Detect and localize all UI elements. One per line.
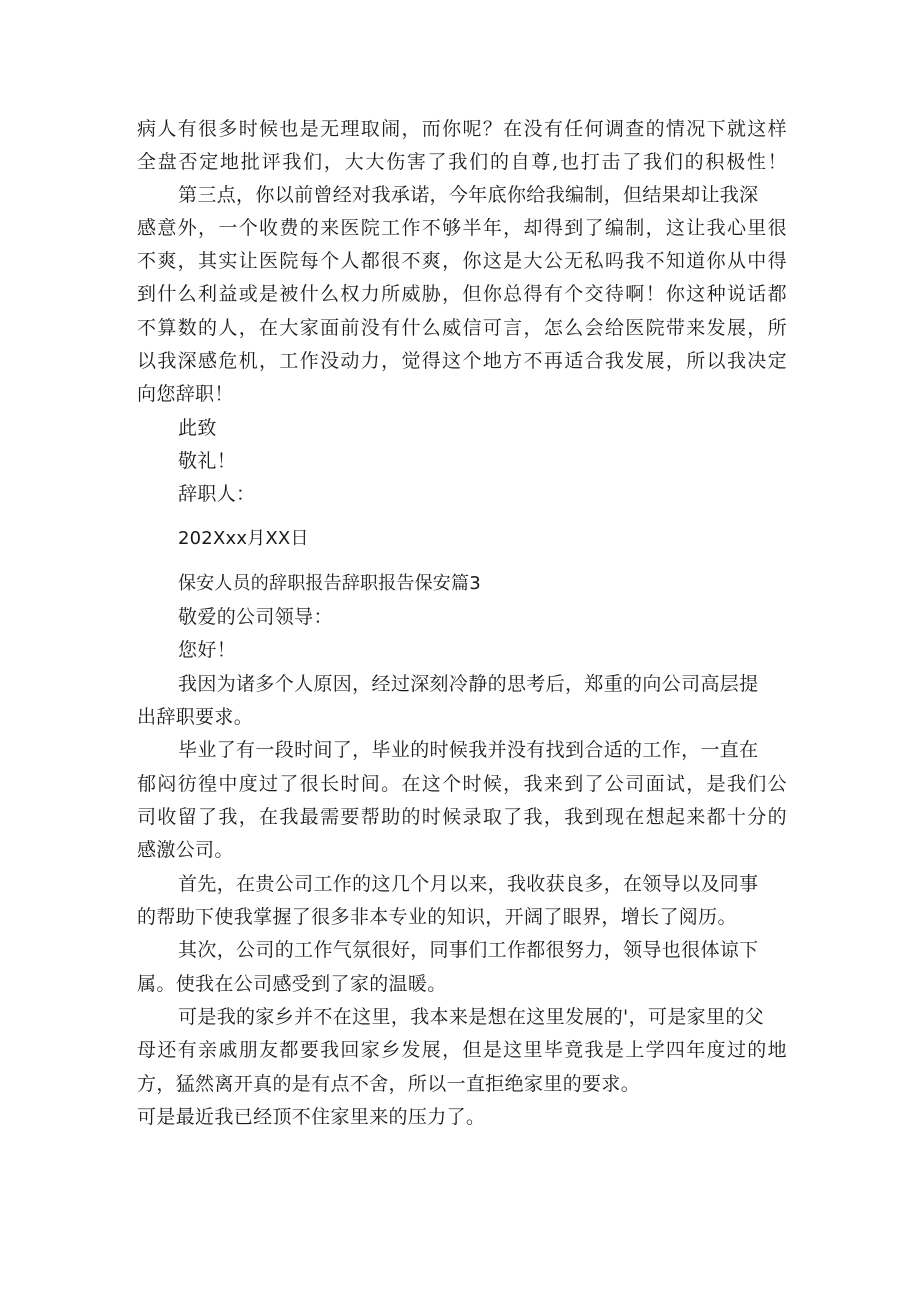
paragraph-line: 可是我的家乡并不在这里，我本来是想在这里发展的'，可是家里的父 [178,1006,765,1028]
paragraph-line: 到什么利益或是被什么权力所威胁，但你总得有个交待啊！你这种说话都 [137,283,787,305]
paragraph-line: 首先，在贵公司工作的这几个月以来，我收获良多，在领导以及同事 [178,873,759,895]
paragraph-line: 其次，公司的工作气氛很好，同事们工作都很努力，领导也很体谅下 [178,939,759,961]
paragraph-line: 病人有很多时候也是无理取闹，而你呢？在没有任何调查的情况下就这样 [137,118,787,140]
paragraph-line: 属。使我在公司感受到了家的温暖。 [137,973,447,995]
paragraph-line: 出辞职要求。 [137,706,254,728]
date-line: 202Xxx月XX日 [178,528,309,549]
paragraph-line: 以我深感危机，工作没动力，觉得这个地方不再适合我发展，所以我决定 [137,350,787,372]
paragraph-line: 感激公司。 [137,839,234,861]
paragraph-line: 第三点，你以前曾经对我承诺，今年底你给我编制，但结果却让我深 [178,184,759,206]
paragraph-line: 我因为诸多个人原因，经过深刻冷静的思考后，郑重的向公司高层提 [178,673,759,695]
paragraph-line: 不算数的人，在大家面前没有什么威信可言，怎么会给医院带来发展，所 [137,317,787,339]
paragraph-line: 感意外，一个收费的来医院工作不够半年，却得到了编制，这让我心里很 [137,217,787,239]
greeting-line: 您好！ [178,639,237,661]
paragraph-line: 郁闷彷徨中度过了很长时间。在这个时候，我来到了公司面试，是我们公 [137,773,787,795]
signer-label: 辞职人： [178,483,256,505]
paragraph-line: 可是最近我已经顶不住家里来的压力了。 [137,1106,486,1128]
closing-salutation: 此致 [178,417,217,439]
paragraph-line: 向您辞职！ [137,383,234,405]
closing-regards: 敬礼！ [178,450,237,472]
paragraph-line: 司收留了我，在我最需要帮助的时候录取了我，我到现在想起来都十分的 [137,806,787,828]
paragraph-line: 毕业了有一段时间了，毕业的时候我并没有找到合适的工作，一直在 [178,739,759,761]
section-title: 保安人员的辞职报告辞职报告保安篇3 [178,573,481,594]
paragraph-line: 不爽，其实让医院每个人都很不爽，你这是大公无私吗我不知道你从中得 [137,250,787,272]
paragraph-line: 全盘否定地批评我们，大大伤害了我们的自尊,也打击了我们的积极性！ [137,151,787,173]
paragraph-line: 的帮助下使我掌握了很多非本专业的知识，开阔了眼界，增长了阅历。 [137,906,737,928]
paragraph-line: 母还有亲戚朋友都要我回家乡发展，但是这里毕竟我是上学四年度过的地 [137,1039,787,1061]
greeting-line: 敬爱的公司领导： [178,606,333,628]
paragraph-line: 方，猛然离开真的是有点不舍，所以一直拒绝家里的要求。 [137,1073,641,1095]
